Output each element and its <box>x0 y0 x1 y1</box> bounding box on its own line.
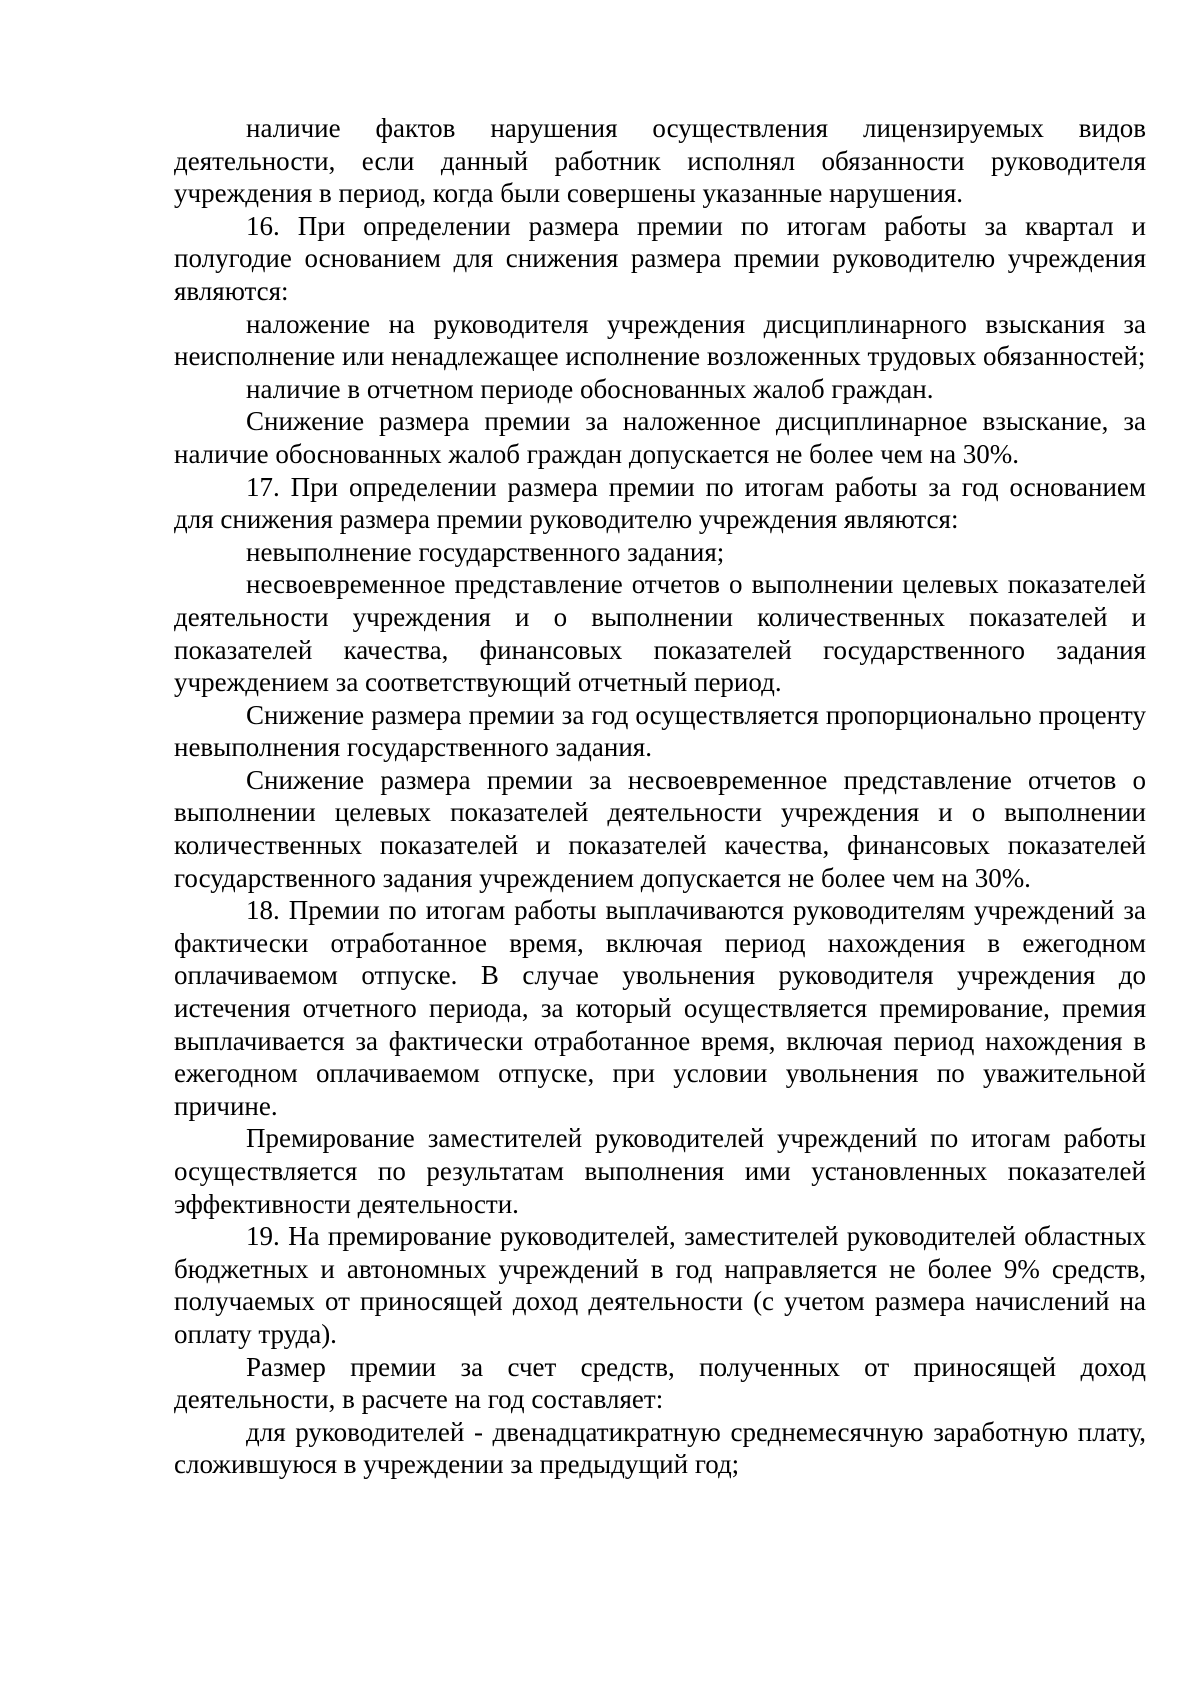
paragraph-17-year-bonus: 17. При определении размера премии по итогам работы за год основанием для снижения размера премии руководителю учреждения являются: <box>174 471 1146 535</box>
document-page <box>174 112 1146 1481</box>
paragraph-state-task-failure: невыполнение государственного задания; <box>246 536 725 567</box>
paragraph-16-quarter-bonus: 16. При определении размера премии по итогам работы за квартал и полугодие основанием для снижения размера премии руководителю учреждения являются: <box>174 210 1146 306</box>
paragraph-bonus-size: Размер премии за счет средств, полученных от приносящей доход деятельности, в расчете на год составляет: <box>174 1351 1146 1415</box>
paragraph-18-bonus-payment: 18. Премии по итогам работы выплачиваются руководителям учреждений за фактически отработанное время, включая период нахождения в ежегодном оплачиваемом отпуске. В случае увольнения руководителя учреждения до истечения отчетного периода, за который осуществляется премирование, премия выплачивается за фактически отработанное время, включая период нахождения в ежегодном оплачиваемом отпуске, при условии увольнения по уважительной причине. <box>174 895 1146 1121</box>
paragraph-proportional-reduction: Снижение размера премии за год осуществляется пропорционально проценту невыполнения государственного задания. <box>174 699 1146 763</box>
paragraph-heads-twelvefold: для руководителей - двенадцатикратную среднемесячную заработную плату, сложившуюся в учреждении за предыдущий год; <box>174 1416 1146 1480</box>
paragraph-citizen-complaints: наличие в отчетном периоде обоснованных жалоб граждан. <box>246 373 934 404</box>
paragraph-violations-licensed: наличие фактов нарушения осуществления лицензируемых видов деятельности, если данный работник исполнял обязанности руководителя учреждения в период, когда были совершены указанные нарушения. <box>174 113 1146 209</box>
paragraph-deputies-bonus: Премирование заместителей руководителей учреждений по итогам работы осуществляется по результатам выполнения ими установленных показателей эффективности деятельности. <box>174 1123 1146 1219</box>
paragraph-19-bonus-funds: 19. На премирование руководителей, заместителей руководителей областных бюджетных и автономных учреждений в год направляется не более 9% средств, получаемых от приносящей доход деятельности (с учетом размера начислений на оплату труда). <box>174 1221 1146 1349</box>
paragraph-disciplinary-penalty: наложение на руководителя учреждения дисциплинарного взыскания за неисполнение или ненадлежащее исполнение возложенных трудовых обязанностей; <box>174 308 1146 372</box>
paragraph-late-reports: несвоевременное представление отчетов о выполнении целевых показателей деятельности учреждения и о выполнении количественных показателей и показателей качества, финансовых показателей государственного задания учреждением за соответствующий отчетный период. <box>174 569 1146 698</box>
paragraph-reduction-30-percent: Снижение размера премии за наложенное дисциплинарное взыскание, за наличие обоснованных жалоб граждан допускается не более чем на 30%. <box>174 406 1146 469</box>
paragraph-late-reports-reduction: Снижение размера премии за несвоевременное представление отчетов о выполнении целевых показателей деятельности учреждения и о выполнении количественных показателей и показателей качества, финансовых показателей государственного задания учреждением допускается не более чем на 30%. <box>174 764 1146 893</box>
